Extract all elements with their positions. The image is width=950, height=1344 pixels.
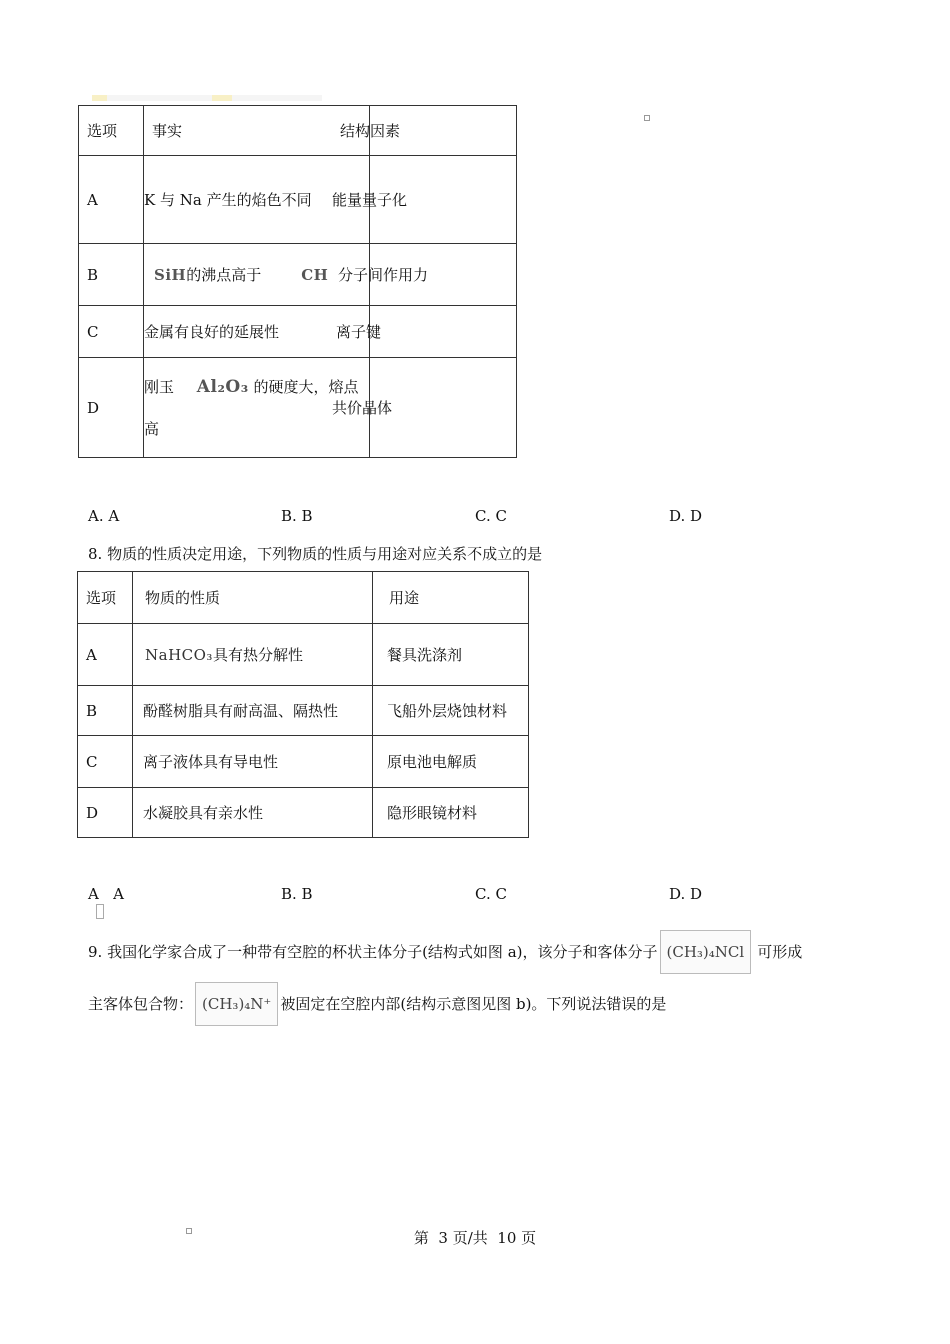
q7-option-a: A. A <box>88 507 120 525</box>
row-use: 隐形眼镜材料 <box>373 788 529 838</box>
margin-mark <box>644 115 650 121</box>
row-option: B <box>79 244 144 306</box>
row-option: D <box>79 358 144 458</box>
cursor-mark <box>96 904 104 919</box>
table-row <box>78 624 529 686</box>
header-factor: 结构因素 <box>370 106 517 156</box>
row-fact: K 与 Na 产生的焰色不同 <box>144 156 370 244</box>
table-row <box>79 358 517 458</box>
row-fact: SiH的沸点高于 CH <box>144 244 370 306</box>
q7-option-d: D. D <box>669 507 703 525</box>
row-factor: 离子键 <box>370 306 517 358</box>
q9-line1: 9. 我国化学家合成了一种带有空腔的杯状主体分子(结构式如图 a)，该分子和客体分子 (CH₃)₄NCl 可形成 <box>88 930 888 974</box>
row-property: 离子液体具有导电性 <box>133 736 373 788</box>
header-option: 选项 <box>79 106 144 156</box>
row-fact: 刚玉 Al₂O₃ 的硬度大，熔点高 <box>144 358 370 458</box>
formula-ch4: CH <box>301 265 329 284</box>
row-property: NaHCO₃具有热分解性 <box>133 624 373 686</box>
q8-option-a: A A <box>88 885 124 903</box>
table-row <box>79 306 517 358</box>
table-header-row <box>78 572 529 624</box>
row-use: 飞船外层烧蚀材料 <box>373 686 529 736</box>
page-footer: 第 3 页/共 10 页 <box>413 1229 537 1247</box>
row-option: A <box>79 156 144 244</box>
q7-table <box>78 105 517 458</box>
q7-option-b: B. B <box>281 507 313 525</box>
row-property: 酚醛树脂具有耐高温、隔热性 <box>133 686 373 736</box>
row-property: 水凝胶具有亲水性 <box>133 788 373 838</box>
formula-tetramethylammonium-chloride: (CH₃)₄NCl <box>660 930 752 974</box>
q9-line2: 主客体包合物： (CH₃)₄N⁺ 被固定在空腔内部(结构示意图见图 b)。下列说法错误的是 <box>88 982 888 1026</box>
table-row <box>78 736 529 788</box>
header-property: 物质的性质 <box>133 572 373 624</box>
table-row <box>78 686 529 736</box>
formula-nahco3: NaHCO₃ <box>145 645 213 664</box>
table-row <box>79 156 517 244</box>
q8-table <box>77 571 529 838</box>
row-factor: 分子间作用力 <box>370 244 517 306</box>
row-factor: 共价晶体 <box>370 358 517 458</box>
formula-al2o3: Al₂O₃ <box>196 376 249 397</box>
header-fact: 事实 <box>144 106 370 156</box>
q8-stem: 8. 物质的性质决定用途，下列物质的性质与用途对应关系不成立的是 <box>88 545 543 563</box>
row-use: 餐具洗涤剂 <box>373 624 529 686</box>
header-use: 用途 <box>373 572 529 624</box>
formula-tetramethylammonium-ion: (CH₃)₄N⁺ <box>195 982 278 1026</box>
q8-option-b: B. B <box>281 885 313 903</box>
row-option: A <box>78 624 133 686</box>
header-option: 选项 <box>78 572 133 624</box>
row-option: C <box>79 306 144 358</box>
top-smudge <box>92 95 322 101</box>
row-option: B <box>78 686 133 736</box>
row-fact: 金属有良好的延展性 <box>144 306 370 358</box>
table-row <box>78 788 529 838</box>
formula-sih4: SiH <box>154 265 187 284</box>
table-header-row <box>79 106 517 156</box>
table-row <box>79 244 517 306</box>
row-use: 原电池电解质 <box>373 736 529 788</box>
row-factor: 能量量子化 <box>370 156 517 244</box>
row-option: D <box>78 788 133 838</box>
q7-option-c: C. C <box>475 507 507 525</box>
q8-option-c: C. C <box>475 885 507 903</box>
q8-option-d: D. D <box>669 885 703 903</box>
row-option: C <box>78 736 133 788</box>
